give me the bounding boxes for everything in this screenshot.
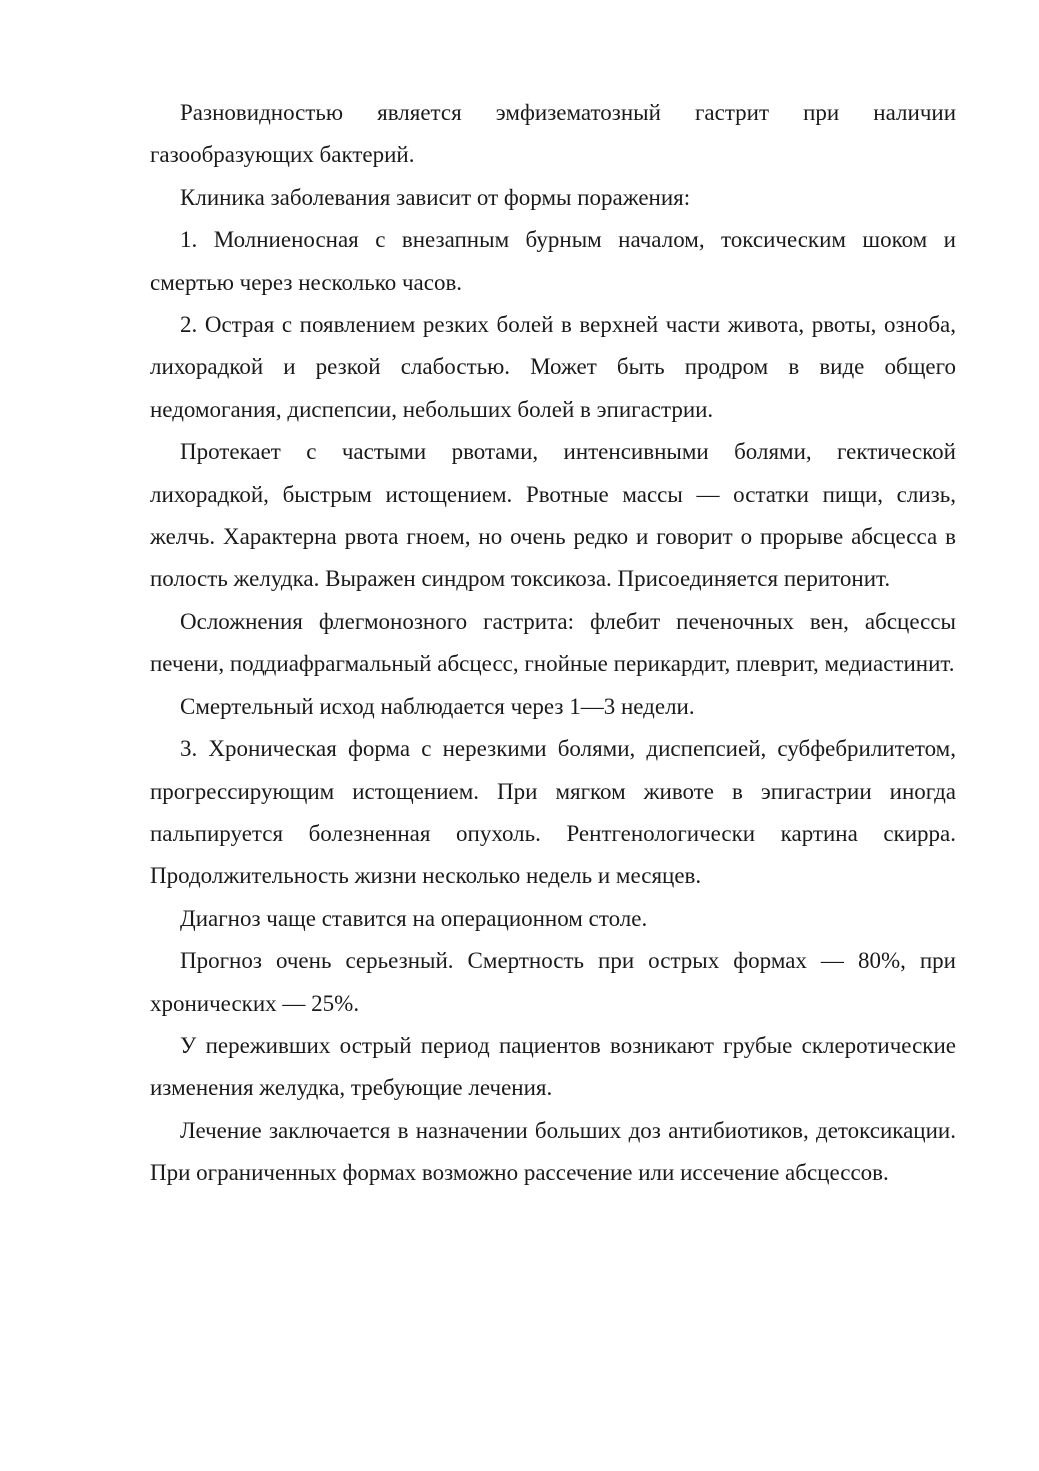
paragraph-mortality: Смертельный исход наблюдается через 1—3 недели.	[180, 693, 695, 719]
paragraph-prognosis: Прогноз очень серьезный. Смертность при острых формах — 80%, при хронических — 25%.	[150, 948, 956, 1016]
paragraph-emphysematous: Разновидностью является эмфизематозный гастрит при наличии газообразующих бактерий.	[150, 100, 956, 168]
paragraph-chronic-form: 3. Хроническая форма с нерезкими болями, диспепсией, субфебрилитетом, прогрессирующим истощением. При мягком животе в эпигастрии иногда пальпируется болезненная опухоль. Рентгенологически картина скирра. Продолжительность жизни несколько недель и месяцев.	[150, 736, 956, 889]
paragraph-clinic: Клиника заболевания зависит от формы поражения:	[180, 184, 691, 210]
document-page	[150, 92, 956, 1195]
paragraph-survivors: У переживших острый период пациентов возникают грубые склеротические изменения желудка, требующие лечения.	[150, 1032, 956, 1101]
paragraph-diagnosis: Диагноз чаще ставится на операционном столе.	[180, 905, 648, 931]
paragraph-complications: Осложнения флегмонозного гастрита: флебит печеночных вен, абсцессы печени, поддиафрагмальный абсцесс, гнойные перикардит, плеврит, медиастинит.	[150, 608, 956, 677]
paragraph-treatment: Лечение заключается в назначении больших доз антибиотиков, детоксикации. При ограниченных формах возможно рассечение или иссечение абсцессов.	[150, 1117, 956, 1186]
paragraph-course: Протекает с частыми рвотами, интенсивными болями, гектической лихорадкой, быстрым истощением. Рвотные массы — остатки пищи, слизь, желчь. Характерна рвота гноем, но очень редко и говорит о прорыве абсцесса в полость желудка. Выражен синдром токсикоза. Присоединяется перитонит.	[150, 439, 956, 592]
paragraph-fulminant-form: 1. Молниеносная с внезапным бурным началом, токсическим шоком и смертью через несколько часов.	[150, 227, 956, 295]
paragraph-acute-form: 2. Острая с появлением резких болей в верхней части живота, рвоты, озноба, лихорадкой и резкой слабостью. Может быть продром в виде общего недомогания, диспепсии, небольших болей в эпигастрии.	[150, 312, 956, 422]
